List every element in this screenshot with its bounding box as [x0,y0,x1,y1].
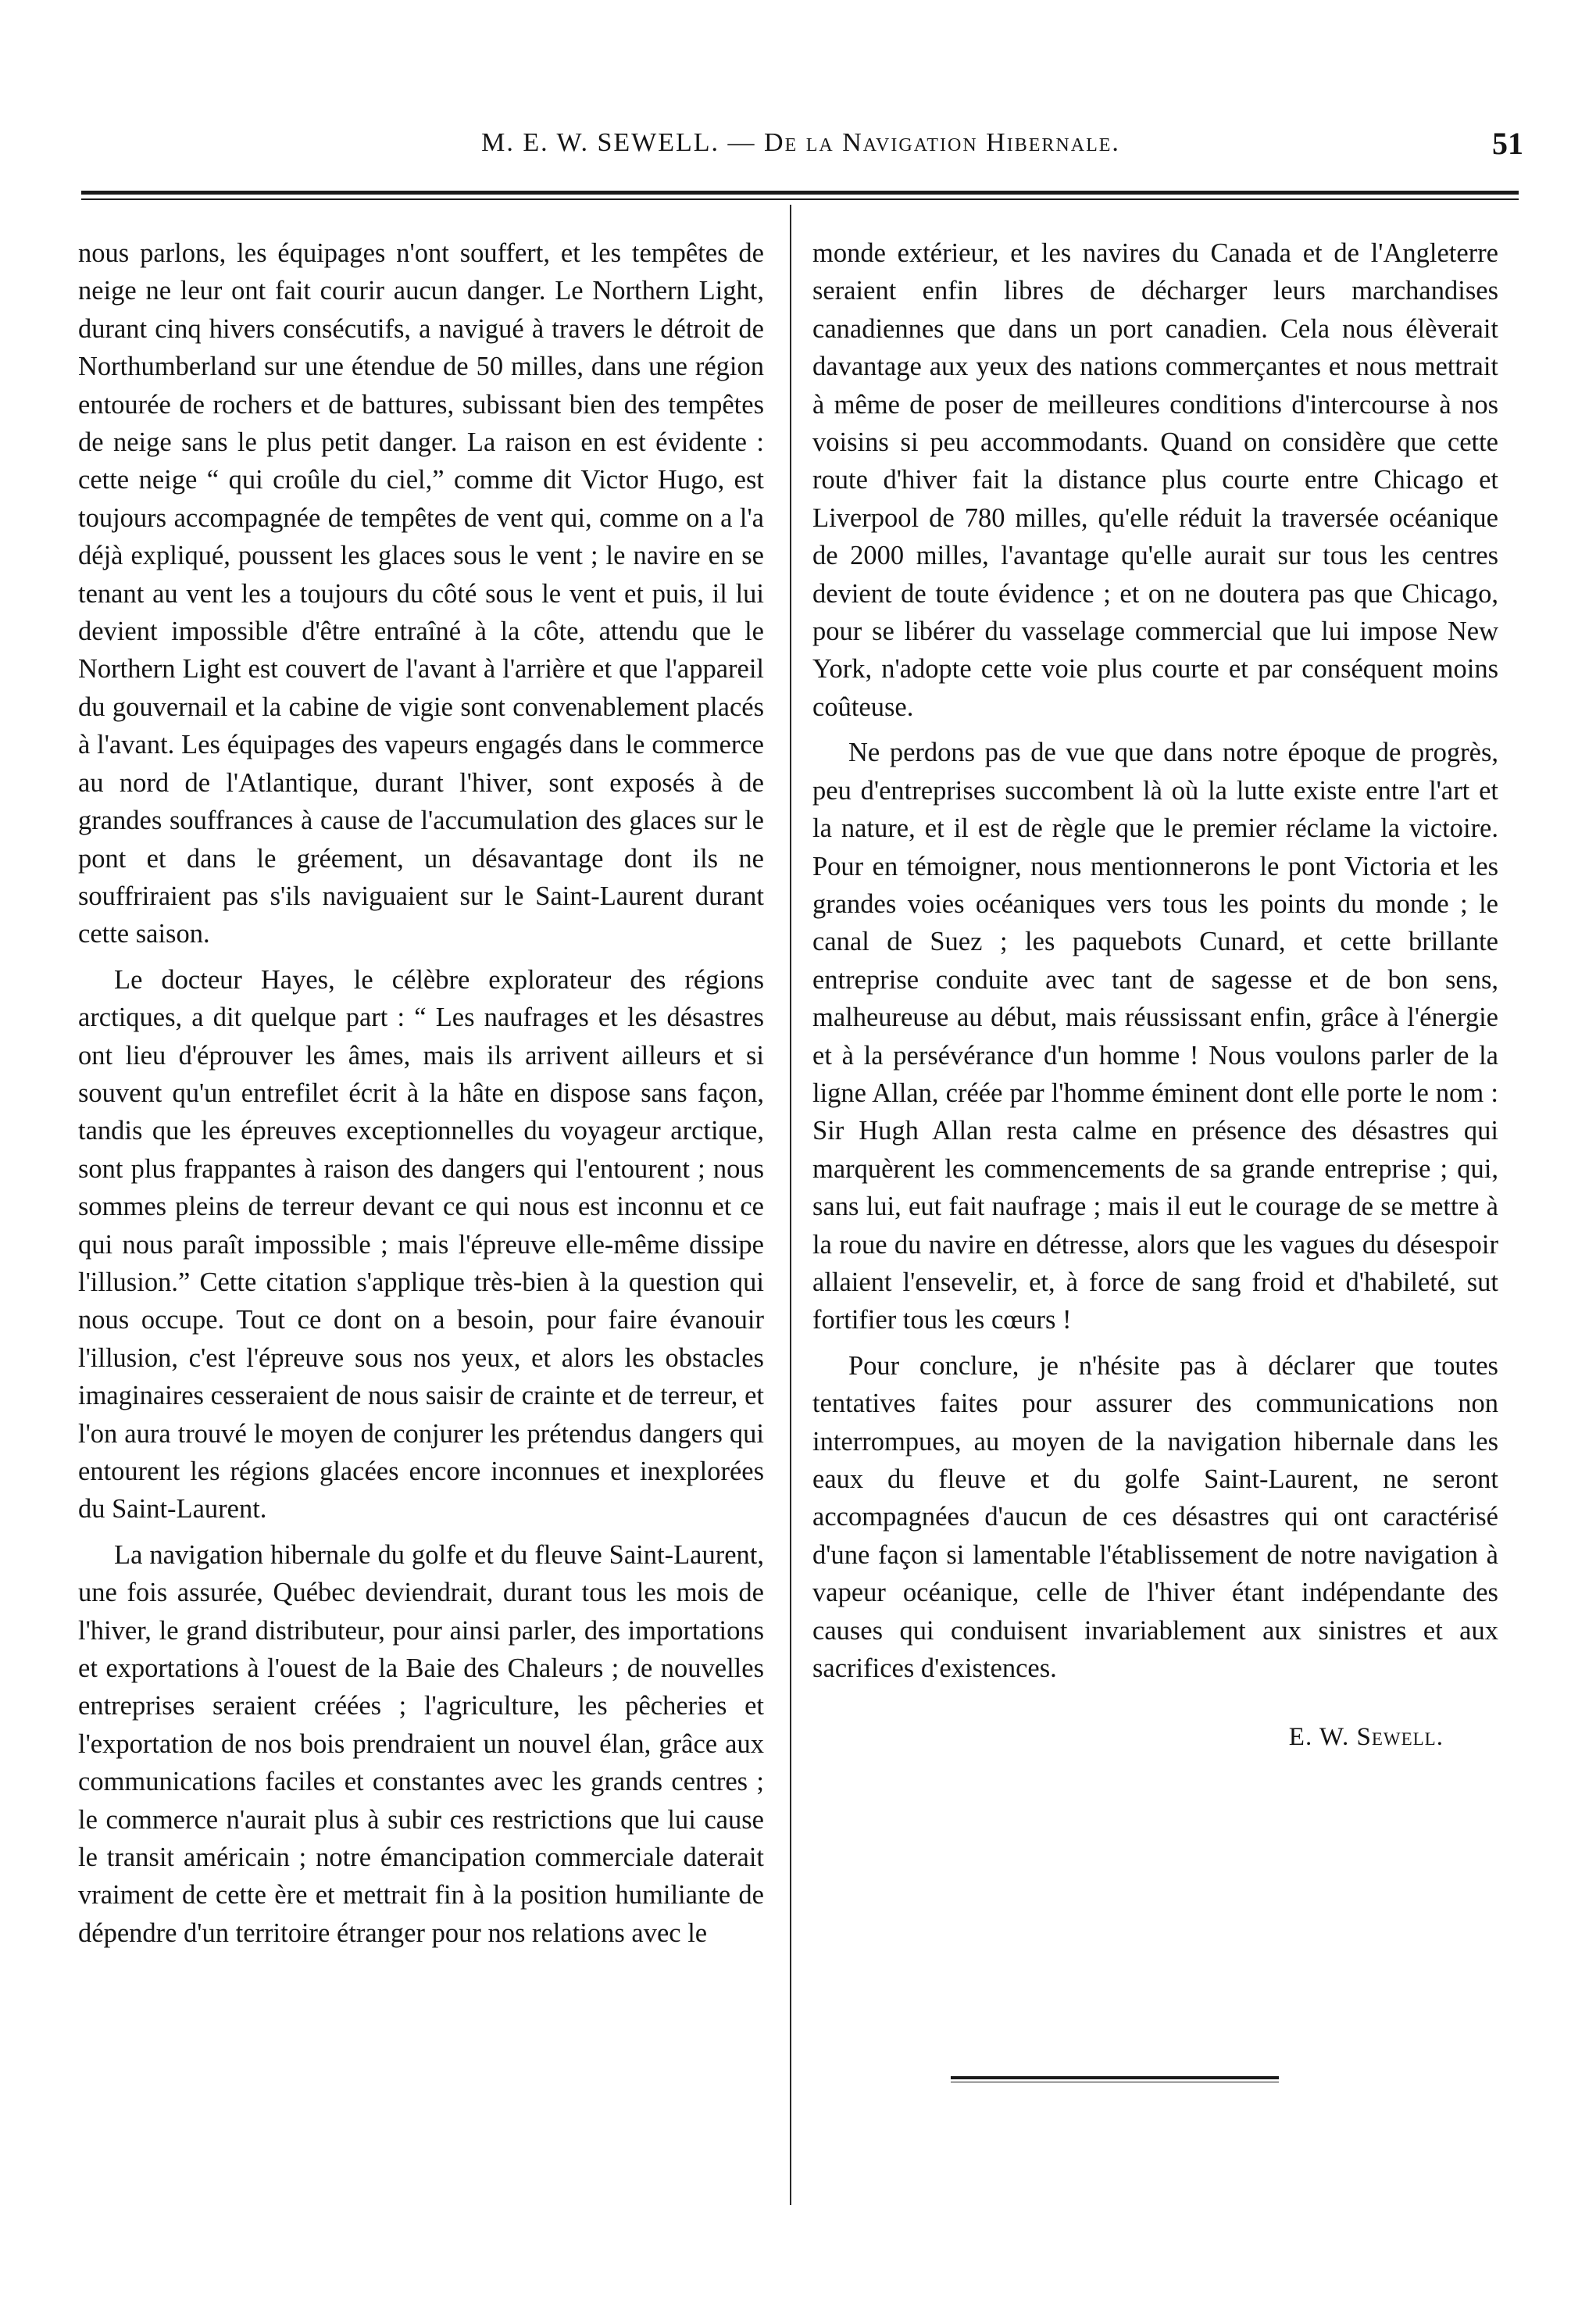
left-paragraph-2: Le docteur Hayes, le célèbre explorateur des régions arctiques, a dit quelque part : “ Les naufrages et les désastres ont lieu d'éprouver les âmes, mais ils arrivent ailleurs et si souvent qu'un entrefilet écrit à la hâte en dispose sans façon, tandis que les épreuves exceptionnelles du voyageur arctique, sont plus frappantes à raison des dangers qui l'entourent ; nous sommes pleins de terreur devant ce qui nous est inconnu et ce qui nous paraît impossible ; mais l'épreuve elle-même dissipe l'illusion.” Cette citation s'applique très-bien à la question qui nous occupe. Tout ce dont on a besoin, pour faire évanouir l'illusion, c'est l'épreuve sous nos yeux, et alors les obstacles imaginaires cesseraient de nous saisir de crainte et de terreur, et l'on aura trouvé le moyen de conjurer les prétendus dangers qui entourent les régions glacées encore inconnues et inexplorées du Saint-Laurent. [78,964,764,1525]
left-paragraph-3: La navigation hibernale du golfe et du fleuve Saint-Laurent, une fois assurée, Québec deviendrait, durant tous les mois de l'hiver, le grand distributeur, pour ainsi parler, des importations et exportations à l'ouest de la Baie des Chaleurs ; de nouvelles entreprises seraient créées ; l'agriculture, les pêcheries et l'exportation de nos bois prendraient un nouvel élan, grâce aux communications faciles et constantes avec les grands centres ; le commerce n'aurait plus à subir ces restrictions que lui cause le transit américain ; notre émancipation commerciale daterait vraiment de cette ère et mettrait fin à la position humiliante de dépendre d'un territoire étranger pour nos relations avec le [78,1539,764,1948]
end-rule [951,2076,1279,2079]
running-title: M. E. W. SEWELL. — De la Navigation Hibernale. [481,128,1120,157]
running-head [78,109,1523,172]
header-rule-thick [81,191,1519,195]
left-column [78,234,764,1960]
author-signature: E. W. Sewell. [1288,1723,1444,1752]
right-paragraph-2: Ne perdons pas de vue que dans notre époque de progrès, peu d'entreprises succombent là où la lutte existe entre l'art et la nature, et il est de règle que le premier réclame la victoire. Pour en témoigner, nous mentionnerons le pont Victoria et les grandes voies océaniques vers tous les points du monde ; le canal de Suez ; les paquebots Cunard, et cette brillante entreprise conduite avec tant de sagesse et de bon sens, malheureuse au début, mais réussissant enfin, grâce à l'énergie et à la persévérance d'un homme ! Nous voulons parler de la ligne Allan, créée par l'homme éminent dont elle porte le nom : Sir Hugh Allan resta calme en présence des désastres qui marquèrent les commencements de sa grande entreprise ; qui, sans lui, eut fait naufrage ; mais il eut le courage de se mettre à la roue du navire en détresse, alors que les vagues du désespoir allaient l'ensevelir, et, à force de sang froid et d'habileté, sut fortifier tous les cœurs ! [812,738,1498,1335]
header-rule-thin [81,198,1519,200]
right-paragraph-3: Pour conclure, je n'hésite pas à déclarer que toutes tentatives faites pour assurer des communications non interrompues, au moyen de la navigation hibernale dans les eaux du fleuve et du golfe Saint-Laurent, ne seront accompagnées d'aucun de ces désastres qui ont caractérisé d'une façon si lamentable l'établissement de notre navigation à vapeur océanique, celle de l'hiver étant indépendante des causes qui conduisent invariablement aux sinistres et aux sacrifices d'existences. [812,1350,1498,1684]
column-divider [790,205,791,2205]
page-number: 51 [1492,126,1523,161]
right-paragraph-1: monde extérieur, et les navires du Canada et de l'Angleterre seraient enfin libres de décharger leurs marchandises canadiennes que dans un port canadien. Cela nous élèverait davantage aux yeux des nations commerçantes et nous mettrait à même de poser de meilleures conditions d'intercourse à nos voisins si peu accommodants. Quand on considère que cette route d'hiver fait la distance plus courte entre Chicago et Liverpool de 780 milles, qu'elle réduit la traversée océanique de 2000 milles, l'avantage qu'elle aurait sur tous les centres devient de toute évidence ; et on ne doutera pas que Chicago, pour se libérer du vasselage commercial que lui impose New York, n'adopte cette voie plus courte et par conséquent moins coûteuse. [812,238,1498,722]
right-column [812,234,1498,1757]
left-paragraph-1: nous parlons, les équipages n'ont souffert, et les tempêtes de neige ne leur ont fait courir aucun danger. Le Northern Light, durant cinq hivers consécutifs, a navigué à travers le détroit de Northumberland sur une étendue de 50 milles, dans une région entourée de rochers et de battures, subissant bien des tempêtes de neige sans le plus petit danger. La raison en est évidente : cette neige “ qui croûle du ciel,” comme dit Victor Hugo, est toujours accompagnée de tempêtes de vent qui, comme on a l'a déjà expliqué, poussent les glaces sous le vent ; le navire en se tenant au vent les a toujours du côté sous le vent et puis, il lui devient impossible d'être entraîné à la côte, attendu que le Northern Light est couvert de l'avant à l'arrière et que l'appareil du gouvernail et la cabine de vigie sont convenablement placés à l'avant. Les équipages des vapeurs engagés dans le commerce au nord de l'Atlantique, durant l'hiver, sont exposés à de grandes souffrances à cause de l'accumulation des glaces sur le pont et dans le gréement, un désavantage dont ils ne souffriraient pas s'ils naviguaient sur le Saint-Laurent durant cette saison. [78,238,764,949]
